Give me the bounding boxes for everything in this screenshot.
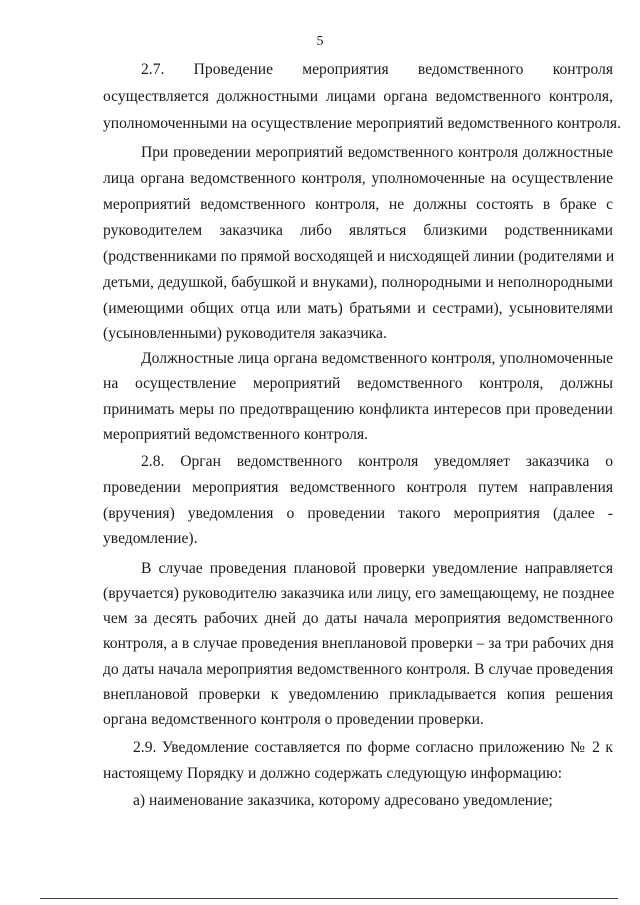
page-number: 5 xyxy=(316,34,324,49)
paragraph-line: проведении мероприятия ведомственного контроля путем направления xyxy=(103,479,613,496)
paragraph-line: При проведении мероприятий ведомственного контроля должностные xyxy=(141,144,613,161)
paragraph-line: осуществляется должностными лицами органа ведомственного контроля, xyxy=(103,88,613,105)
paragraph-line: Должностные лица органа ведомственного контроля, уполномоченные xyxy=(141,350,613,367)
paragraph-line: 2.7. Проведение мероприятия ведомственного контроля xyxy=(141,61,613,78)
bottom-rule xyxy=(40,898,618,899)
paragraph-line: 2.9. Уведомление составляется по форме согласно приложению № 2 к xyxy=(133,739,613,756)
paragraph-line: чем за десять рабочих дней до даты начала мероприятия ведомственного xyxy=(103,610,613,627)
paragraph-line: 2.8. Орган ведомственного контроля уведомляет заказчика о xyxy=(141,453,613,470)
paragraph-line: внеплановой проверки к уведомлению прикладывается копия решения xyxy=(103,686,613,703)
paragraph-line: а) наименование заказчика, которому адресовано уведомление; xyxy=(133,792,553,809)
paragraph-line: (имеющими общих отца или мать) братьями и сестрами), усыновителями xyxy=(103,300,613,317)
paragraph-line: уведомление). xyxy=(103,530,198,547)
paragraph-line: (вручения) уведомления о проведении такого мероприятия (далее - xyxy=(103,505,613,522)
paragraph-line: до даты начала мероприятия ведомственного контроля. В случае проведения xyxy=(103,661,614,678)
paragraph-line: (вручается) руководителю заказчика или лицу, его замещающему, не позднее xyxy=(103,585,615,602)
paragraph-line: руководителем заказчика либо являться близкими родственниками xyxy=(103,222,613,239)
paragraph-line: настоящему Порядку и должно содержать следующую информацию: xyxy=(103,765,563,782)
paragraph-line: принимать меры по предотвращению конфликта интересов при проведении xyxy=(103,401,613,418)
paragraph-line: детьми, дедушкой, бабушкой и внуками), полнородными и неполнородными xyxy=(103,274,613,291)
paragraph-line: лица органа ведомственного контроля, уполномоченные на осуществление xyxy=(103,170,613,187)
paragraph-line: контроля, а в случае проведения внеплановой проверки – за три рабочих дня xyxy=(103,635,614,652)
paragraph-line: мероприятий ведомственного контроля. xyxy=(103,426,369,443)
paragraph-line: (усыновленными) руководителя заказчика. xyxy=(103,325,387,342)
paragraph-line: на осуществление мероприятий ведомственного контроля, должны xyxy=(103,375,613,392)
paragraph-line: уполномоченными на осуществление мероприятий ведомственного контроля. xyxy=(103,115,621,132)
paragraph-line: мероприятий ведомственного контроля, не должны состоять в браке с xyxy=(103,196,613,213)
paragraph-line: (родственниками по прямой восходящей и нисходящей линии (родителями и xyxy=(103,248,615,265)
paragraph-line: В случае проведения плановой проверки уведомление направляется xyxy=(141,560,613,577)
paragraph-line: органа ведомственного контроля о проведении проверки. xyxy=(103,711,484,728)
